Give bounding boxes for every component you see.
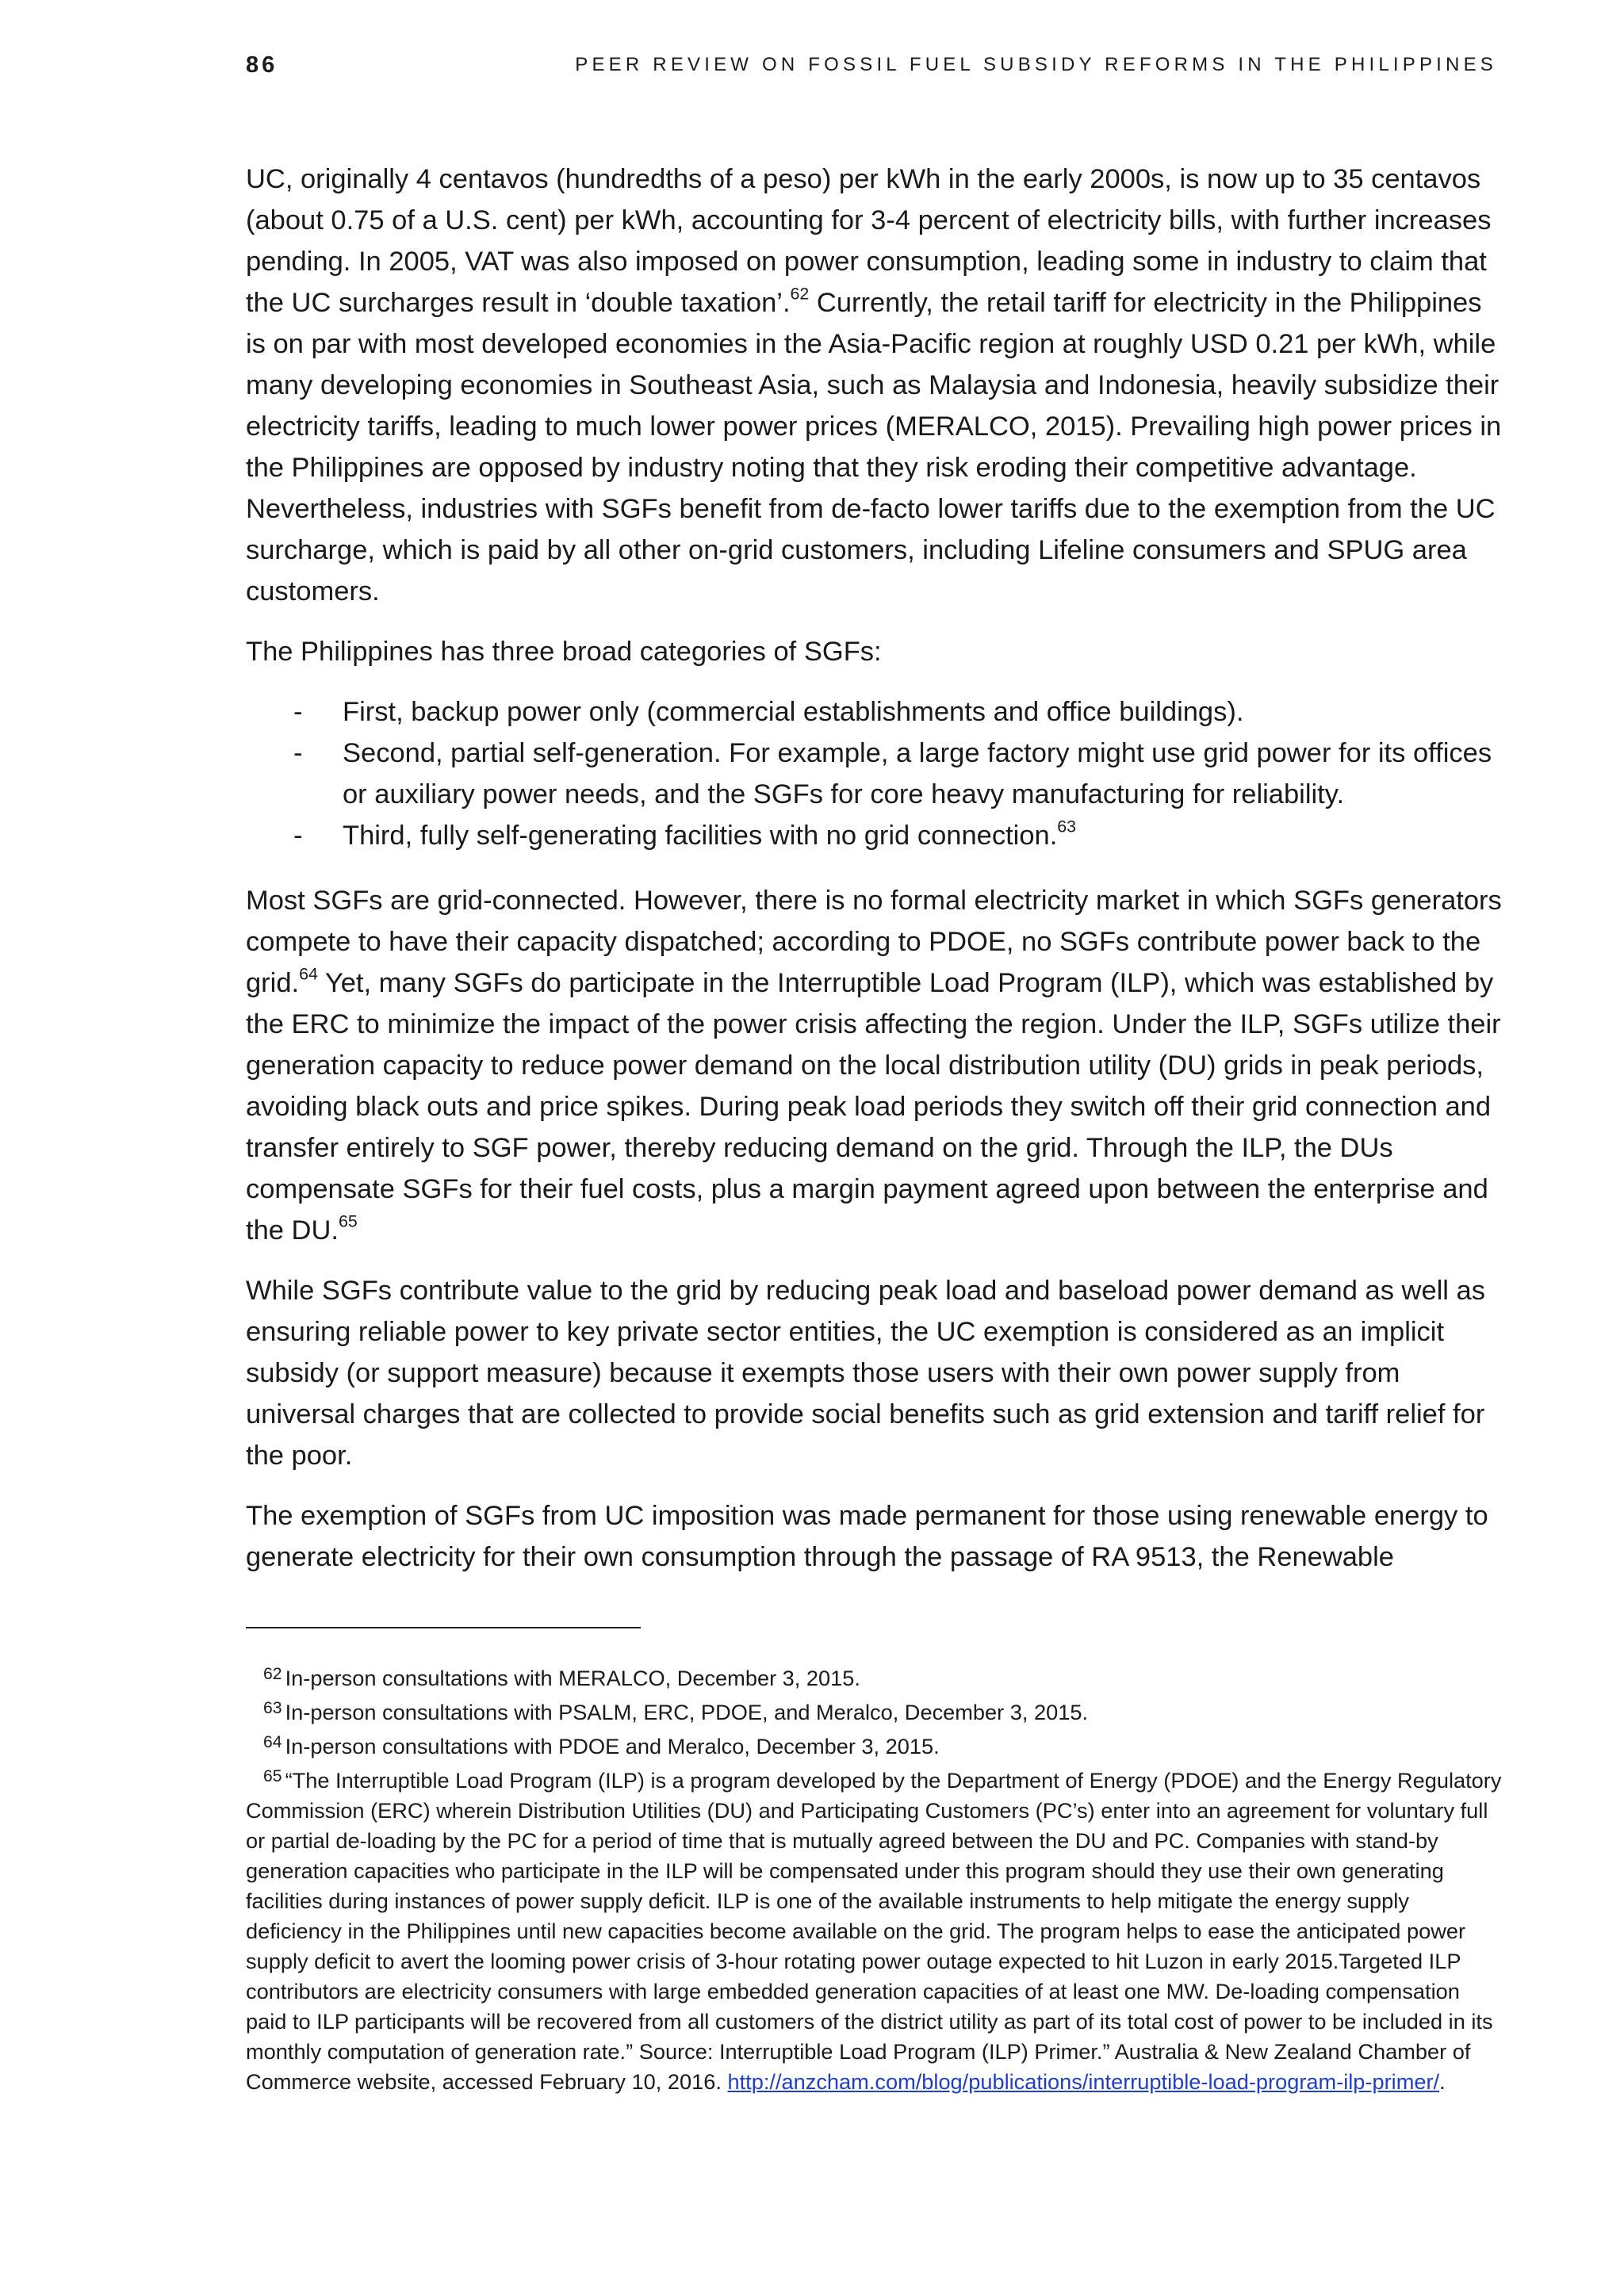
paragraph-renewable-exemption: The exemption of SGFs from UC imposition was made permanent for those using renewable energy to generate electricity for their own consumption through the passage of RA 9513, the Renewable: [246, 1501, 1488, 1572]
footnote-text-end: .: [1439, 2069, 1446, 2094]
footnote-63: [246, 1697, 1502, 1728]
footnote-separator: [246, 1627, 641, 1628]
paragraph-text: UC, originally 4 centavos (hundredths of a peso) per kWh in the early 2000s, is now up to 35 centavos (about 0.75 of a U.S. cent) per kWh, accounting for 3-4 percent of electricity bills, with further increases pending. In 2005, VAT was also imposed on power consumption, leading some in industry to claim that the UC surcharges result in ‘double taxation’.: [246, 164, 1492, 318]
page-header: [246, 52, 1497, 84]
sgf-category-list: [293, 691, 1507, 856]
paragraph-text: Most SGFs are grid-connected. However, there is no formal electricity market in which SGFs generators compete to have their capacity dispatched; according to PDOE, no SGFs contribute power back to the grid.: [246, 886, 1502, 998]
list-item: [293, 815, 1507, 856]
bullet-dash: -: [293, 738, 303, 768]
footnote-64: [246, 1732, 1502, 1762]
list-item-text: Third, fully self-generating facilities with no grid connection.: [343, 821, 1058, 851]
anzcham-primer-link[interactable]: http://anzcham.com/blog/publications/interruptible-load-program-ilp-primer/: [727, 2069, 1440, 2094]
footnote-ref-63[interactable]: 63: [1057, 817, 1077, 836]
paragraph-categories-intro: The Philippines has three broad categories of SGFs:: [246, 637, 882, 667]
footnote-65: [246, 1766, 1502, 2097]
running-title: PEER REVIEW ON FOSSIL FUEL SUBSIDY REFORMS IN THE PHILIPPINES: [575, 54, 1497, 75]
footnote-text: In-person consultations with PSALM, ERC, PDOE, and Meralco, December 3, 2015.: [285, 1700, 1089, 1724]
paragraph-text: Currently, the retail tariff for electricity in the Philippines is on par with most developed economies in the Asia-Pacific region at roughly USD 0.21 per kWh, while many developing economies in Southeast Asia, such as Malaysia and Indonesia, heavily subsidize their electricity tariffs, leading to much lower power prices (MERALCO, 2015). Prevailing high power prices in the Philippines are opposed by industry noting that they risk eroding their competitive advantage. Nevertheless, industries with SGFs benefit from de-facto lower tariffs due to the exemption from the UC surcharge, which is paid by all other on-grid customers, including Lifeline consumers and SPUG area customers.: [246, 288, 1502, 607]
footnote-number: 62: [263, 1664, 282, 1683]
page-number: 86: [246, 52, 278, 78]
list-item: [293, 733, 1507, 815]
footnote-62: [246, 1663, 1502, 1693]
footnote-text: In-person consultations with PDOE and Meralco, December 3, 2015.: [285, 1734, 940, 1758]
paragraph-uc-exemption: While SGFs contribute value to the grid by reducing peak load and baseload power demand as well as ensuring reliable power to key private sector entities, the UC exemption is considered as an implicit subsidy (or support measure) because it exempts those users with their own power supply from universal charges that are collected to provide social benefits such as grid extension and tariff relief for the poor.: [246, 1276, 1485, 1471]
paragraph-grid-connection: [246, 880, 1507, 1251]
footnote-ref-64[interactable]: 64: [299, 964, 318, 984]
footnotes: [246, 1663, 1502, 2101]
list-item: [293, 691, 1507, 733]
footnote-number: 64: [263, 1732, 282, 1751]
footnote-text: In-person consultations with MERALCO, December 3, 2015.: [285, 1666, 860, 1690]
list-item-text: First, backup power only (commercial establishments and office buildings).: [343, 697, 1244, 727]
bullet-dash: -: [293, 821, 303, 851]
footnote-number: 65: [263, 1766, 282, 1785]
footnote-text: “The Interruptible Load Program (ILP) is a program developed by the Department of Energy (PDOE) and the Energy Regulatory Commission (ERC) wherein Distribution Utilities (DU) and Participating Customers (PC’s) enter into an agreement for voluntary full or partial de-loading by the PC for a period of time that is mutually agreed between the DU and PC. Companies with stand-by generation capacities who participate in the ILP will be compensated under this program should they use their own generating facilities during instances of power supply deficit. ILP is one of the available instruments to help mitigate the energy supply deficiency in the Philippines until new capacities become available on the grid. The program helps to ease the anticipated power supply deficit to avert the looming power crisis of 3-hour rotating power outage expected to hit Luzon in early 2015.Targeted ILP contributors are electricity consumers with large embedded generation capacities of at least one MW. De-loading compensation paid to ILP participants will be recovered from all customers of the district utility as part of its total cost of power to be included in its monthly computation of generation rate.” Source: Interruptible Load Program (ILP) Primer.” Australia & New Zealand Chamber of Commerce website, accessed February 10, 2016.: [246, 1768, 1502, 2094]
footnote-number: 63: [263, 1698, 282, 1717]
body-text: [246, 159, 1507, 1597]
list-item-text: Second, partial self-generation. For example, a large factory might use grid power for its offices or auxiliary power needs, and the SGFs for core heavy manufacturing for reliability.: [343, 738, 1492, 809]
paragraph-uc-tariff: [246, 159, 1507, 612]
footnote-ref-65[interactable]: 65: [338, 1211, 358, 1231]
paragraph-text: Yet, many SGFs do participate in the Interruptible Load Program (ILP), which was established by the ERC to minimize the impact of the power crisis affecting the region. Under the ILP, SGFs utilize their generation capacity to reduce power demand on the local distribution utility (DU) grids in peak periods, avoiding black outs and price spikes. During peak load periods they switch off their grid connection and transfer entirely to SGF power, thereby reducing demand on the grid. Through the ILP, the DUs compensate SGFs for their fuel costs, plus a margin payment agreed upon between the enterprise and the DU.: [246, 968, 1501, 1246]
bullet-dash: -: [293, 697, 303, 727]
footnote-ref-62[interactable]: 62: [790, 284, 810, 304]
